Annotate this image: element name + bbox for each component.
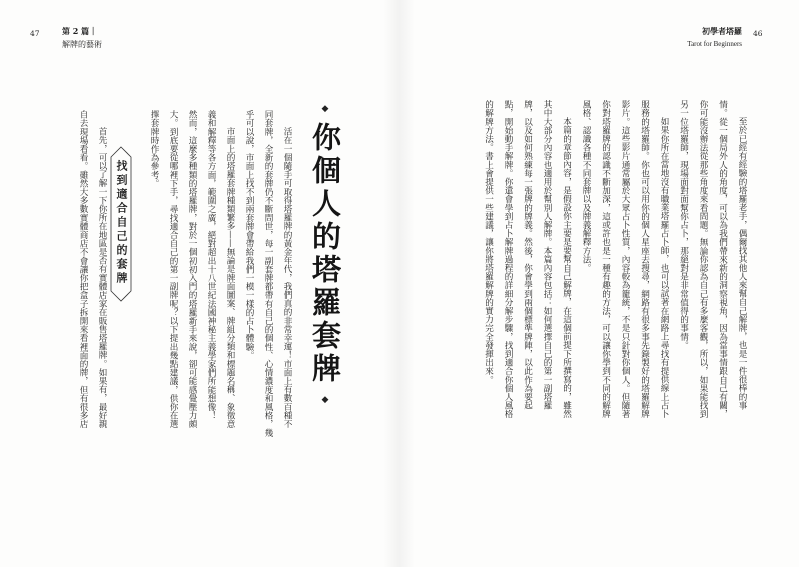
section-label: 第 2 篇｜: [62, 26, 98, 36]
intro-text-column: 然而，這麼多種類的塔羅牌，對於一個初初入門的塔羅新手來說，卻可能感覺壓力頗: [187, 110, 197, 429]
text-column: 情。從一個局外人的角度，可以為我們帶來新的洞察視角，因為當事情跟自己有關，: [717, 100, 728, 419]
text-column: 風格、認識各種不同套牌以及牌義解釋方法。: [581, 100, 591, 272]
section-title: 解牌的藝術: [62, 40, 102, 49]
book-title-english: Tarot for Beginners: [687, 40, 742, 48]
body-text-column: 自去現場看看。雖然大多數實體商店不會讓你把盒子拆開來看裡面的牌，但有很多店: [78, 110, 88, 429]
title-ornament-bottom: ◆: [321, 395, 329, 405]
intro-text-column: 同套牌，全新的套牌仍不斷問世，每一副套牌都帶有自己的個性、心情濃度和風格，幾: [263, 110, 273, 437]
text-column: 的解牌方法。書上會提供一些建議，讓你將塔羅解牌的實力完全發揮出來。: [483, 100, 494, 384]
text-column: 如果你所在當地沒有職業塔羅占卜師，也可以試著在網路上尋找有提供線上占卜: [659, 117, 669, 419]
body-text-column: 首先，可以了解一下你所在地區是否有實體店家在販售塔羅牌。如果有，最好親: [97, 127, 107, 429]
text-column: 其中大部分內容也適用於幫別人解牌。本篇內容包括：如何選擇自己的第一副塔羅: [542, 100, 552, 410]
text-column: 服務的塔羅師。你也可以用你的個人星座去搜尋，網路有很多事先錄製好的塔羅解牌: [639, 100, 650, 419]
text-column: 本篇的章節內容，是假設你主要是要幫自己解牌，在這個前提下所撰寫的，雖然: [561, 117, 572, 419]
intro-text-column: 乎可以說，市面上找不到兩套牌會帶給我們一模一樣的占卜體驗。: [244, 110, 254, 360]
left-page-number: 47: [30, 29, 40, 38]
intro-text-column: 義和解釋等各方面，範圍之廣，絕對超出十八世紀法國神秘主義學家們所能想像！: [206, 110, 216, 420]
chapter-title: 你個人的塔羅套牌: [308, 122, 342, 386]
text-column: 牌，以及如何熟練每一張牌的牌義。然後，你會學到兩個標準牌陣，以此作為要起: [522, 100, 533, 410]
text-column: 另一位塔羅師，現場面對面幫你占卜，那絕對是非常值得的事情。: [678, 100, 689, 350]
title-ornament-top: ◆: [321, 104, 329, 114]
text-column: 點，開始動手解牌。你還會學到占卜解牌過程的詳細分解步驟，找到適合你個人風格: [503, 100, 513, 419]
text-column: 你對塔羅牌的認識不斷加深，這或許也是一種有趣的方法，可以讓你學到不同的解牌: [600, 100, 611, 419]
text-column: 你可能沒辦法從那些角度來看問題。無論你認為自己有多麼客觀，所以，如果能找到: [698, 100, 708, 419]
intro-text-column: 市面上的塔羅套牌種類繁多——無論是牌面圖案、牌組分類和標題名稱、象徵意: [225, 127, 235, 429]
right-page-number: 46: [753, 29, 763, 38]
subheading: 找到適合自己的套牌: [115, 160, 128, 286]
intro-text-column: 大。到底要從哪裡下手，尋找適合自己的第一副牌呢？以下提出幾點建議，供你在選: [168, 110, 178, 429]
book-title: 初學者塔羅: [702, 26, 742, 36]
intro-text-column: 活在一個隨手可取得塔羅牌的黃金年代，我們真的非常幸運！市面上有數百種不: [282, 127, 292, 429]
left-page: [0, 0, 399, 567]
intro-text-column: 擇套牌時作為參考。: [149, 110, 159, 188]
text-column: 至於已經有經驗的塔羅老手，偶爾找其他人來幫自己解牌，也是一件很棒的事: [737, 117, 747, 410]
running-header: [687, 27, 742, 48]
text-column: 影片。這些影片通常屬於大眾占卜性質，內容較為籠統，不是只針對你個人。但隨著: [620, 100, 630, 419]
